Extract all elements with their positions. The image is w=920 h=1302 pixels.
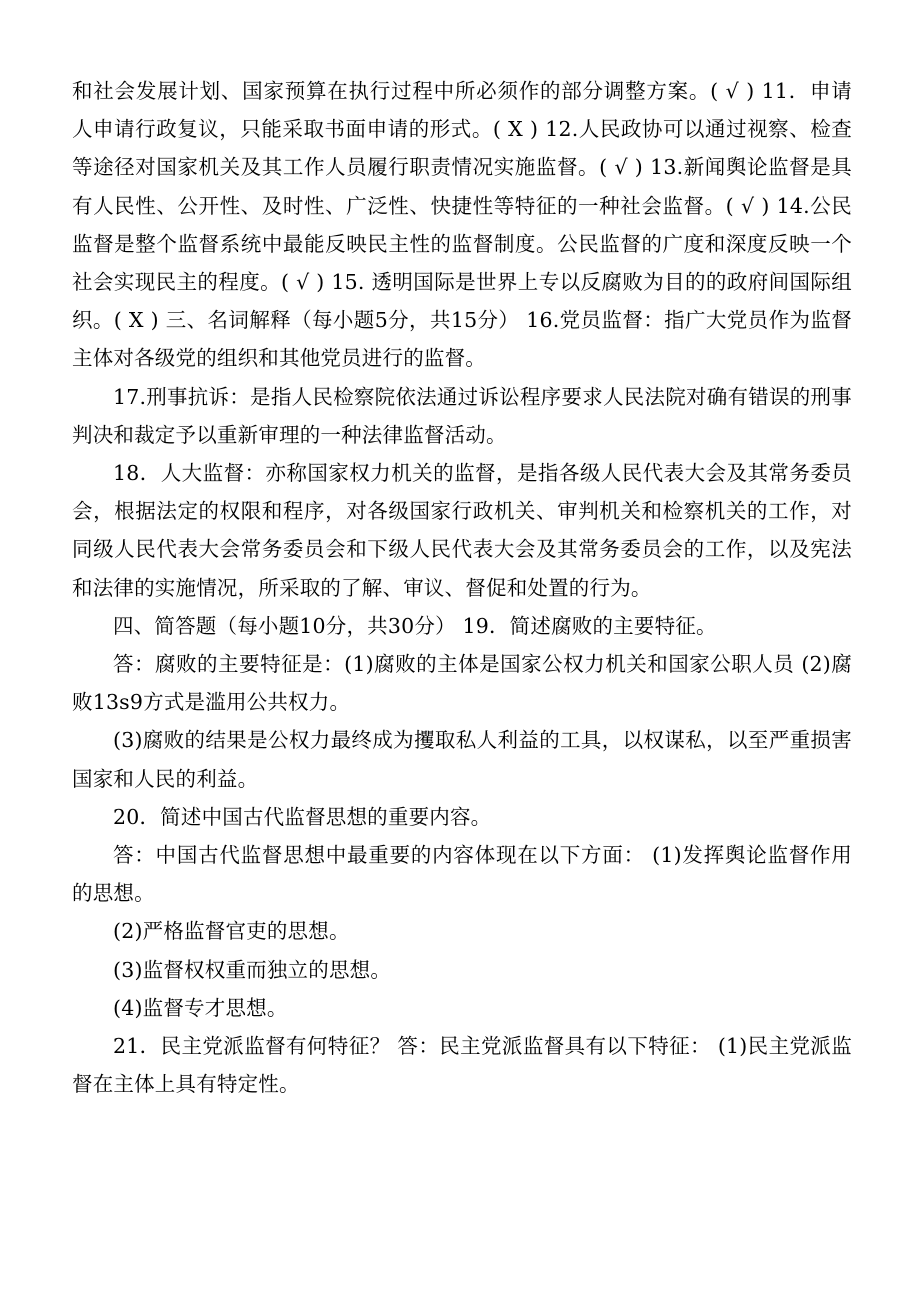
paragraph-question-20: 20．简述中国古代监督思想的重要内容。 bbox=[113, 804, 492, 829]
paragraph-answer-20-point-2: (2)严格监督官吏的思想。 bbox=[113, 919, 350, 944]
paragraph-short-answer-heading: 四、简答题（每小题10分，共30分） 19．简述腐败的主要特征。 bbox=[113, 613, 717, 638]
paragraph-criminal-protest: 17.刑事抗诉：是指人民检察院依法通过诉讼程序要求人民法院对确有错误的刑事判决和裁定予以重新审理的一种法律监督活动。 bbox=[72, 384, 852, 447]
paragraph-corruption-point-3: (3)腐败的结果是公权力最终成为攫取私人利益的工具，以权谋私，以至严重损害国家和人民的利益。 bbox=[72, 728, 852, 791]
paragraph-answer-20-point-3: (3)监督权权重而独立的思想。 bbox=[113, 957, 392, 982]
paragraph-question-21: 21．民主党派监督有何特征？ 答：民主党派监督具有以下特征： (1)民主党派监督在主体上具有特定性。 bbox=[72, 1034, 852, 1097]
paragraph-answer-20-point-4: (4)监督专才思想。 bbox=[113, 995, 288, 1020]
paragraph-npc-supervision: 18．人大监督：亦称国家权力机关的监督，是指各级人民代表大会及其常务委员会，根据法定的权限和程序，对各级国家行政机关、审判机关和检察机关的工作，对同级人民代表大会常务委员会和下级人民代表大会及其常务委员会的工作，以及宪法和法律的实施情况，所采取的了解、审议、督促和处置的行为。 bbox=[72, 461, 852, 600]
paragraph-corruption-answer: 答：腐败的主要特征是：(1)腐败的主体是国家公权力机关和国家公职人员 (2)腐败13s9方式是滥用公共权力。 bbox=[72, 652, 852, 715]
paragraph-answer-20: 答：中国古代监督思想中最重要的内容体现在以下方面： (1)发挥舆论监督作用的思想。 bbox=[72, 843, 852, 906]
document-page bbox=[72, 72, 852, 1103]
paragraph-true-false-answers: 和社会发展计划、国家预算在执行过程中所必须作的部分调整方案。( √ ) 11．申请人申请行政复议，只能采取书面申请的形式。( X ) 12.人民政协可以通过视察、检查等途径对国家机关及其工作人员履行职责情况实施监督。( √ ) 13.新闻舆论监督是具有人民性、公开性、及时性、广泛性、快捷性等特征的一种社会监督。( √ ) 14.公民监督是整个监督系统中最能反映民主性的监督制度。公民监督的广度和深度反映一个社会实现民主的程度。( √ ) 15. 透明国际是世界上专以反腐败为目的的政府间国际组织。( X ) 三、名词解释（每小题5分，共15分） 16.党员监督：指广大党员作为监督主体对各级党的组织和其他党员进行的监督。 bbox=[72, 79, 852, 371]
